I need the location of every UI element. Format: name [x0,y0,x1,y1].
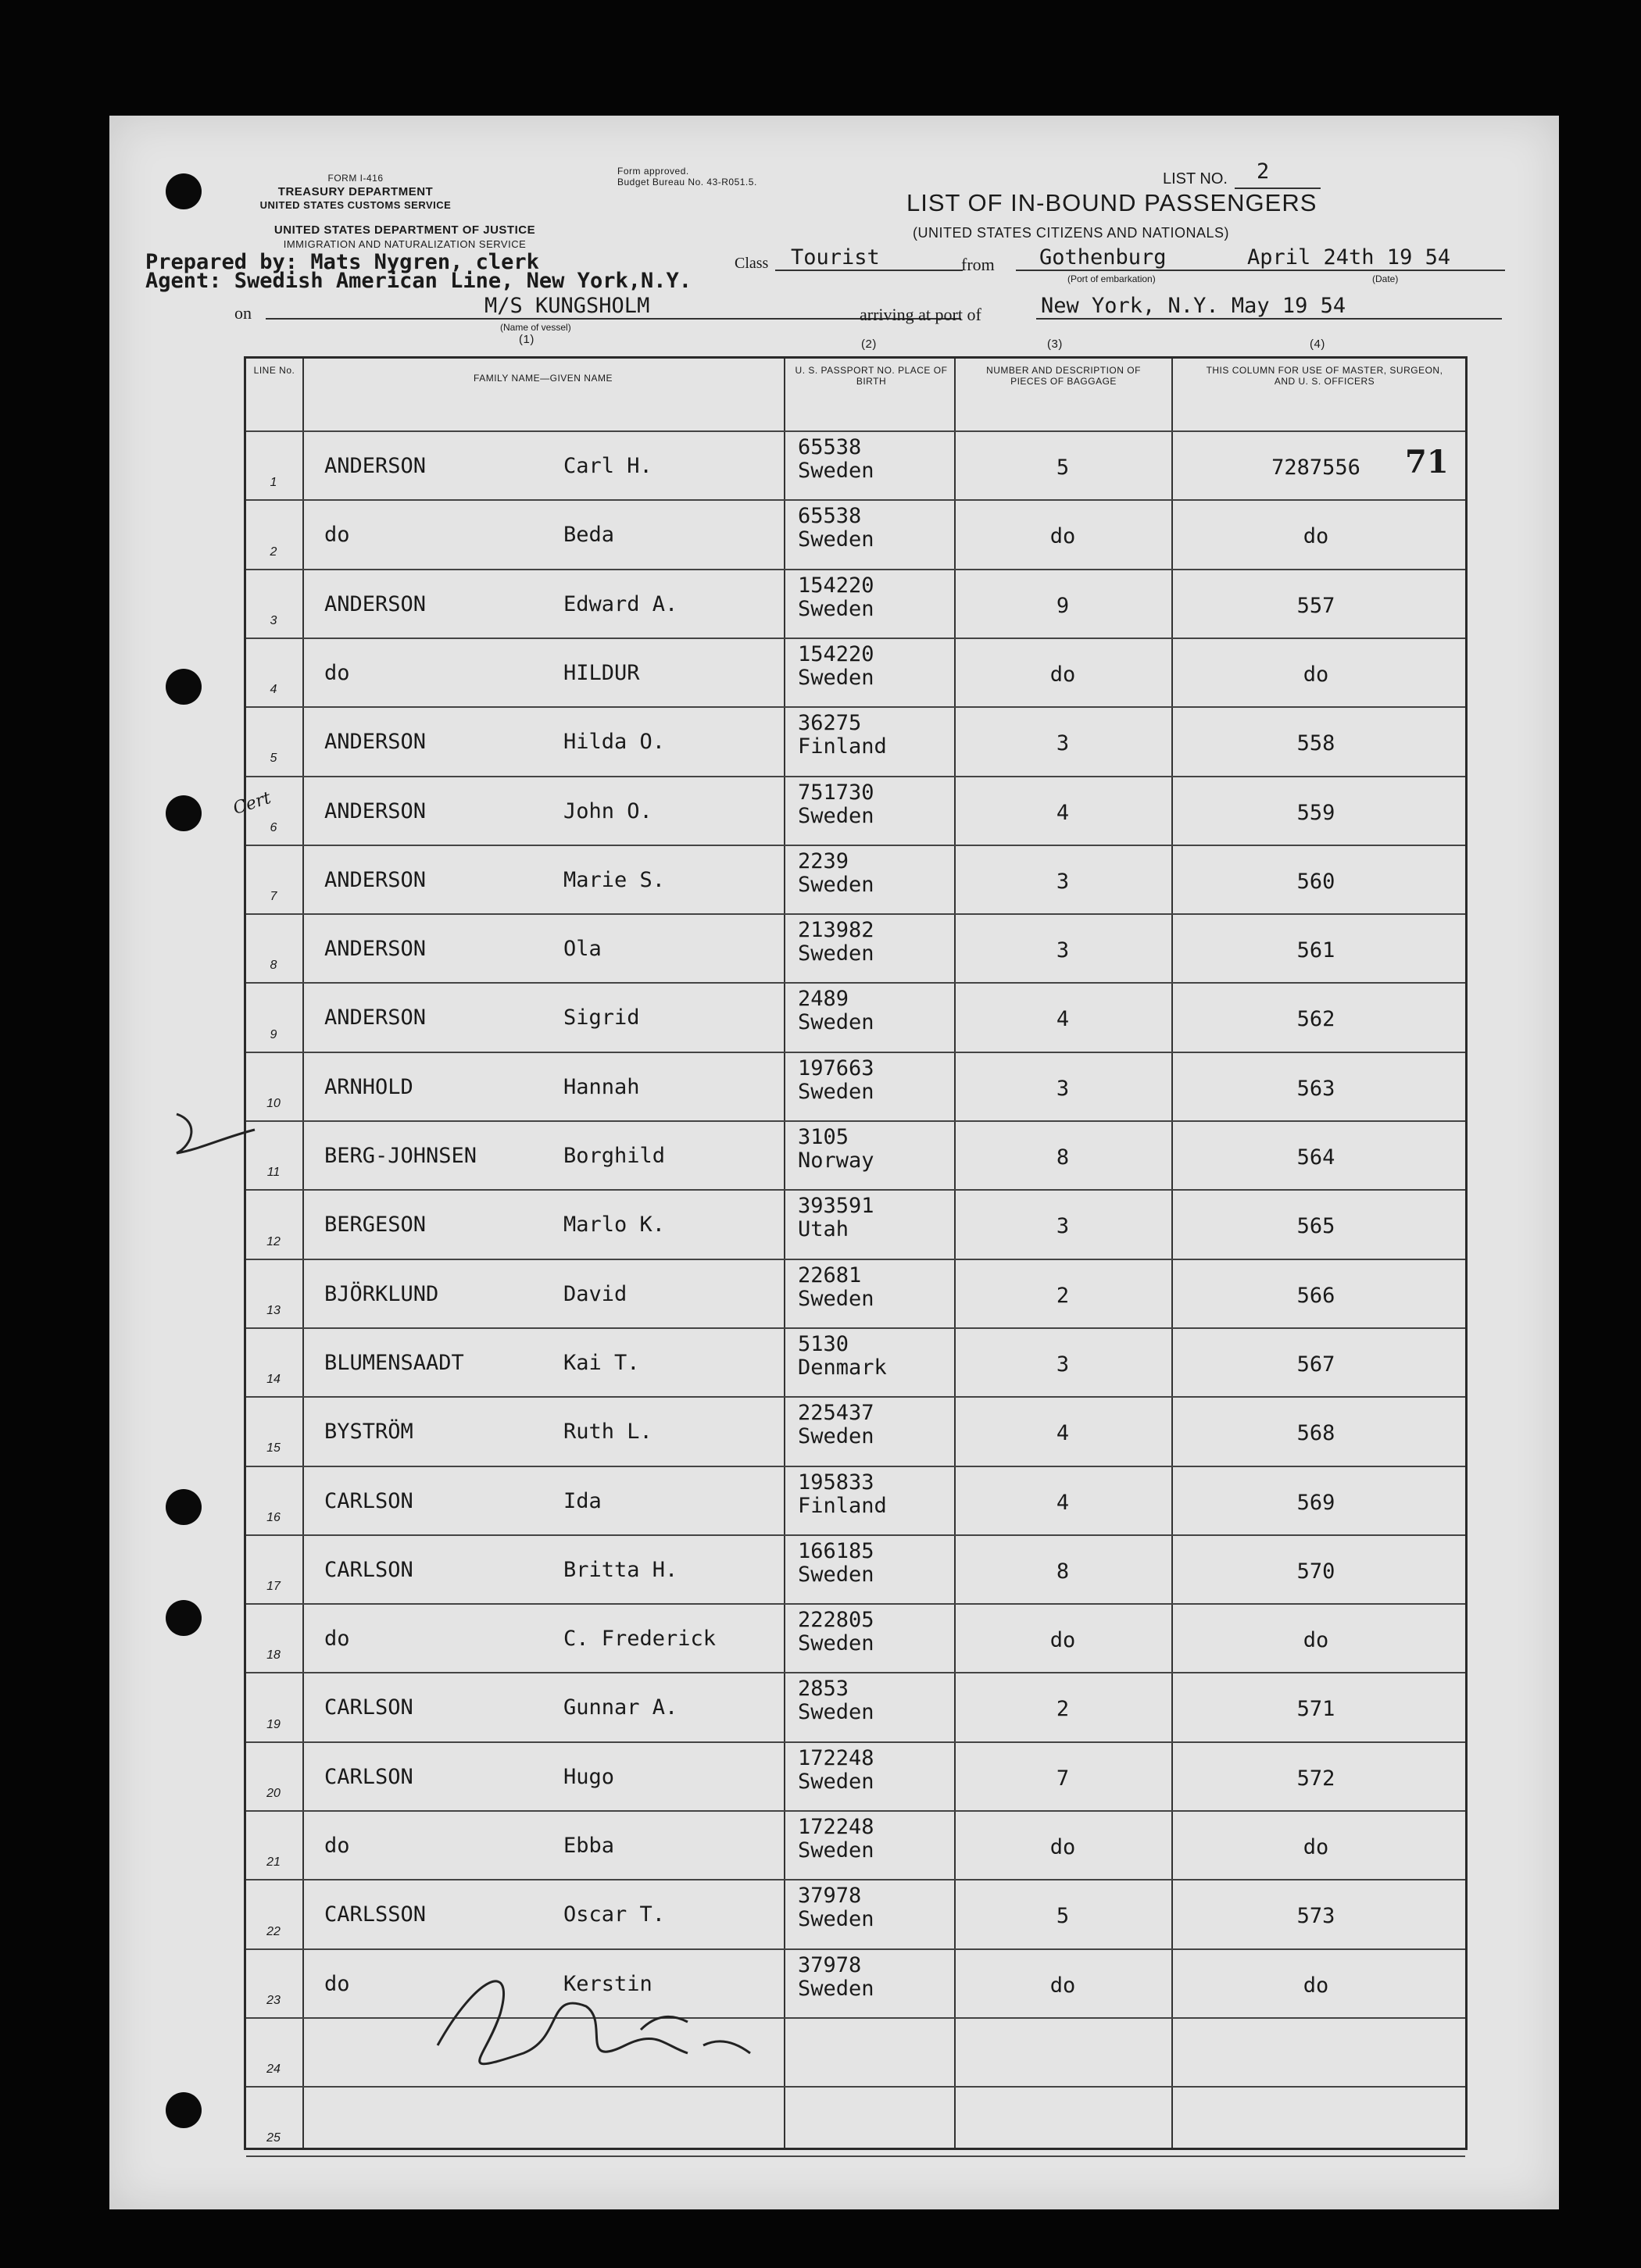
margin-scribble [169,1106,263,1169]
line-number: 6 [270,820,277,834]
punch-hole [166,795,202,831]
given-name: Hannah [563,1074,640,1099]
passport-number: 172248 [798,1745,874,1770]
given-name: Marie S. [563,867,666,892]
baggage-count: do [1049,524,1076,549]
place-of-birth: Sweden [798,596,874,621]
officer-entry: 567 [1296,1352,1335,1377]
date-caption: (Date) [1372,273,1399,284]
officer-entry: 560 [1296,869,1335,894]
family-name: do [324,523,350,548]
table-row [246,1396,1465,1465]
cert-mark: Cert [231,788,274,819]
place-of-birth: Utah [798,1217,849,1242]
given-name: Ida [563,1488,602,1513]
from-label: from [961,255,995,274]
ins-label: IMMIGRATION AND NATURALIZATION SERVICE [283,238,527,250]
passport-number: 225437 [798,1401,874,1426]
place-of-birth: Sweden [798,459,874,483]
line-number: 23 [266,1993,281,2007]
table-row [246,1879,1465,1948]
baggage-count: 4 [1056,1490,1070,1515]
baggage-count: 8 [1056,1145,1070,1170]
family-name: ARNHOLD [324,1074,413,1099]
page-title: LIST OF IN-BOUND PASSENGERS [906,189,1317,216]
customs-label: UNITED STATES CUSTOMS SERVICE [259,199,452,211]
officer-entry: do [1303,1973,1329,1998]
table-row [246,706,1465,775]
line-number: 7 [270,890,277,904]
col-num-2: (2) [861,338,877,351]
document-page [109,116,1559,2209]
family-name: do [324,660,350,685]
officer-entry: 565 [1296,1214,1335,1239]
baggage-count: 2 [1056,1283,1070,1308]
officer-entry: 7287556 [1271,455,1360,480]
arrival-port-date: New York, N.Y. May 19 54 [1036,294,1502,320]
given-name: John O. [563,798,652,823]
given-name: Carl H. [563,454,652,478]
baggage-count: 4 [1056,1421,1070,1446]
given-name: Kerstin [563,1971,652,1996]
officer-entry: 562 [1296,1007,1335,1032]
table-row [246,569,1465,638]
on-label: on [234,303,252,323]
page-subtitle: (UNITED STATES CITIZENS AND NATIONALS) [913,225,1230,241]
officer-entry: do [1303,524,1329,549]
given-name: Marlo K. [563,1213,666,1238]
passport-number: 65538 [798,504,862,529]
passport-number: 2239 [798,848,849,873]
line-number: 20 [266,1786,281,1800]
list-number-label: LIST NO. [1163,170,1228,188]
family-name: CARLSSON [324,1902,427,1927]
place-of-birth: Sweden [798,1838,874,1863]
line-number: 9 [270,1027,277,1041]
place-of-birth: Sweden [798,1286,874,1311]
punch-hole [166,2092,202,2128]
table-row [246,1672,1465,1741]
officer-entry: 569 [1296,1490,1335,1515]
given-name: HILDUR [563,660,640,685]
officer-entry: do [1303,1628,1329,1653]
budget-bureau-line: Budget Bureau No. 43-R051.5. [617,177,757,188]
place-of-birth: Sweden [798,1631,874,1656]
line-number: 12 [266,1234,281,1248]
form-number: FORM I-416 [327,173,384,184]
baggage-count: 3 [1056,1352,1070,1377]
place-of-birth: Denmark [798,1355,887,1380]
table-row [246,913,1465,982]
line-number: 3 [270,613,277,627]
line-number: 11 [266,1166,281,1180]
baggage-count: 9 [1056,593,1070,618]
family-name: CARLSON [324,1764,413,1789]
arriving-label: arriving at port of [860,305,981,324]
place-of-birth: Sweden [798,1010,874,1035]
baggage-count: 4 [1056,1007,1070,1032]
table-row [246,1052,1465,1120]
line-number: 4 [270,683,277,697]
baggage-count: 3 [1056,1214,1070,1239]
passport-number: 37978 [798,1884,862,1909]
line-number: 5 [270,752,277,766]
place-of-birth: Sweden [798,941,874,966]
officer-entry: 557 [1296,593,1335,618]
given-name: Ola [563,937,602,962]
prepared-by: Prepared by: Mats Nygren, clerk [145,250,539,274]
table-row [246,1603,1465,1672]
given-name: Borghild [563,1144,666,1168]
col-header-passport: U. S. PASSPORT NO. PLACE OF BIRTH [795,365,948,387]
table-row [246,1534,1465,1603]
given-name: Ebba [563,1834,615,1858]
passport-number: 154220 [798,641,874,666]
line-number: 16 [266,1510,281,1524]
line-number: 17 [266,1580,281,1594]
baggage-count: 5 [1056,455,1070,480]
agent: Agent: Swedish American Line, New York,N.Y. [145,269,692,293]
passport-number: 154220 [798,573,874,598]
place-of-birth: Sweden [798,665,874,690]
family-name: BYSTRÖM [324,1420,413,1445]
baggage-count: 2 [1056,1697,1070,1722]
line-number: 18 [266,1648,281,1663]
passport-number: 393591 [798,1194,874,1219]
table-row [246,1466,1465,1534]
passport-number: 213982 [798,918,874,943]
line-number: 8 [270,959,277,973]
family-name: ANDERSON [324,1005,427,1030]
family-name: CARLSON [324,1488,413,1513]
place-of-birth: Finland [798,734,887,759]
given-name: Hilda O. [563,730,666,755]
officer-entry: do [1303,1835,1329,1859]
table-row [246,1327,1465,1396]
given-name: Gunnar A. [563,1695,678,1720]
place-of-birth: Sweden [798,1079,874,1104]
passport-number: 36275 [798,711,862,736]
port-of-embarkation: Gothenburg [1016,245,1274,271]
family-name: ANDERSON [324,798,427,823]
passport-number: 751730 [798,780,874,805]
table-row [246,1810,1465,1879]
punch-hole [166,669,202,705]
officer-entry: 568 [1296,1421,1335,1446]
line-number: 14 [266,1373,281,1387]
baggage-count: 8 [1056,1559,1070,1584]
table-row [246,1120,1465,1189]
baggage-count: 3 [1056,869,1070,894]
passport-number: 22681 [798,1263,862,1288]
family-name: BLUMENSAADT [324,1350,464,1375]
line-number: 21 [266,1855,281,1870]
passport-number: 3105 [798,1125,849,1149]
punch-hole [166,173,202,209]
col-num-3: (3) [1047,338,1063,351]
given-name: Beda [563,523,615,548]
form-header-agencies [234,172,477,212]
punch-hole [166,1600,202,1636]
line-number: 1 [270,476,277,490]
given-name: Sigrid [563,1005,640,1030]
family-name: ANDERSON [324,454,427,478]
given-name: Ruth L. [563,1420,652,1445]
class-value: Tourist [775,245,963,271]
officer-entry: do [1303,662,1329,687]
vessel-name: M/S KUNGSHOLM [266,294,961,320]
passenger-table [244,356,1468,2150]
family-name: ANDERSON [324,937,427,962]
passport-number: 172248 [798,1815,874,1839]
port-embarkation-caption: (Port of embarkation) [1067,273,1156,284]
passport-number: 65538 [798,435,862,459]
passport-number: 2853 [798,1677,849,1702]
passport-number: 37978 [798,1952,862,1977]
place-of-birth: Sweden [798,527,874,552]
table-row [246,430,1465,499]
vessel-caption: (Name of vessel) [500,322,571,333]
place-of-birth: Sweden [798,1700,874,1725]
family-name: ANDERSON [324,730,427,755]
given-name: Oscar T. [563,1902,666,1927]
class-label: Class [735,255,769,272]
given-name: Britta H. [563,1557,678,1582]
table-row [246,1189,1465,1258]
baggage-count: do [1049,1835,1076,1859]
family-name: do [324,1627,350,1652]
col-header-name: FAMILY NAME—GIVEN NAME [474,373,613,384]
place-of-birth: Sweden [798,1562,874,1587]
officer-entry: 572 [1296,1766,1335,1791]
place-of-birth: Sweden [798,1907,874,1932]
baggage-count: 3 [1056,1076,1070,1101]
family-name: CARLSON [324,1557,413,1582]
line-number: 22 [266,1924,281,1938]
place-of-birth: Norway [798,1148,874,1173]
baggage-count: 7 [1056,1766,1070,1791]
place-of-birth: Sweden [798,1424,874,1449]
family-name: do [324,1971,350,1996]
officer-entry: 570 [1296,1559,1335,1584]
table-row [246,1741,1465,1810]
baggage-count: 5 [1056,1904,1070,1929]
place-of-birth: Finland [798,1493,887,1518]
officer-mark: 71 [1405,444,1449,480]
punch-hole [166,1489,202,1525]
baggage-count: do [1049,1628,1076,1653]
list-number: 2 [1257,159,1270,184]
baggage-count: do [1049,1973,1076,1998]
table-row [246,776,1465,845]
officer-entry: 558 [1296,731,1335,756]
line-number: 25 [266,2131,281,2145]
officer-entry: 563 [1296,1076,1335,1101]
line-number: 10 [266,1096,281,1110]
family-name: ANDERSON [324,591,427,616]
row-divider [246,2155,1465,2157]
passport-number: 5130 [798,1331,849,1356]
baggage-count: 4 [1056,800,1070,825]
family-name: do [324,1834,350,1858]
baggage-count: do [1049,662,1076,687]
officer-entry: 573 [1296,1904,1335,1929]
col-num-1: (1) [519,333,534,346]
passport-number: 166185 [798,1538,874,1563]
given-name: Edward A. [563,591,678,616]
baggage-count: 3 [1056,938,1070,963]
line-number: 19 [266,1717,281,1731]
family-name: CARLSON [324,1695,413,1720]
family-name: BERG-JOHNSEN [324,1144,477,1168]
given-name: Kai T. [563,1350,640,1375]
family-name: BJÖRKLUND [324,1281,439,1306]
table-row [246,499,1465,568]
officer-entry: 561 [1296,938,1335,963]
col-header-baggage: NUMBER AND DESCRIPTION OF PIECES OF BAGGAGE [986,365,1141,387]
place-of-birth: Sweden [798,872,874,897]
line-number: 2 [270,545,277,559]
passport-number: 222805 [798,1608,874,1633]
form-approved [617,166,757,188]
given-name: Hugo [563,1764,615,1789]
table-row [246,982,1465,1051]
passport-number: 197663 [798,1055,874,1080]
place-of-birth: Sweden [798,803,874,828]
family-name: BERGESON [324,1213,427,1238]
table-row [246,845,1465,913]
col-header-officers: THIS COLUMN FOR USE OF MASTER, SURGEON, AND U. S. OFFICERS [1206,365,1443,387]
justice-label: UNITED STATES DEPARTMENT OF JUSTICE [274,223,536,237]
signature-scribble [406,1944,797,2100]
given-name: C. Frederick [563,1627,717,1652]
place-of-birth: Sweden [798,1976,874,2001]
col-header-line-no: LINE No. [253,365,295,376]
officer-entry: 559 [1296,800,1335,825]
line-number: 15 [266,1441,281,1455]
line-number: 24 [266,2063,281,2077]
officer-entry: 566 [1296,1283,1335,1308]
baggage-count: 3 [1056,731,1070,756]
officer-entry: 564 [1296,1145,1335,1170]
officer-entry: 571 [1296,1697,1335,1722]
treasury-label: TREASURY DEPARTMENT [277,185,434,198]
departure-date: April 24th 19 54 [1235,245,1505,271]
given-name: David [563,1281,627,1306]
family-name: ANDERSON [324,867,427,892]
passport-number: 2489 [798,987,849,1012]
table-row [246,1259,1465,1327]
line-number: 13 [266,1303,281,1317]
table-row [246,638,1465,706]
form-approved-line: Form approved. [617,166,689,177]
place-of-birth: Sweden [798,1769,874,1794]
col-num-4: (4) [1310,338,1325,351]
passport-number: 195833 [798,1470,874,1495]
